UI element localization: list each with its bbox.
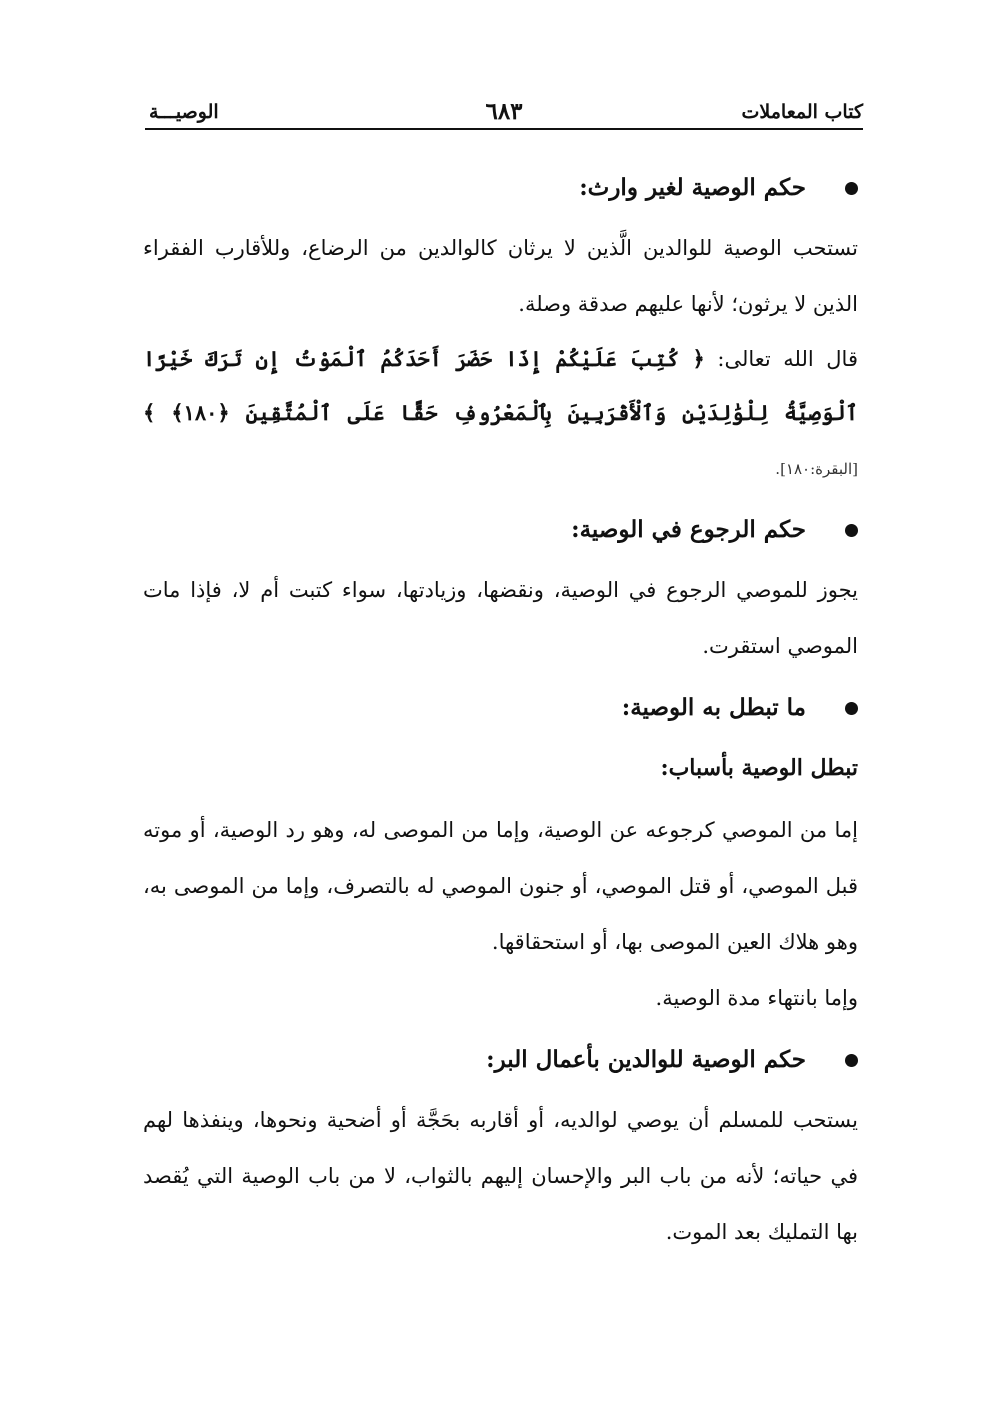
- bullet-icon: [845, 1054, 858, 1067]
- bullet-icon: [845, 182, 858, 195]
- chapter-title: الوصيـــة: [149, 101, 219, 123]
- section-heading: حكم الوصية لغير وارث:: [143, 160, 858, 220]
- section-heading: ما تبطل به الوصية:: [143, 680, 858, 740]
- header-divider: [145, 128, 863, 130]
- section-heading: حكم الرجوع في الوصية:: [143, 502, 858, 562]
- quran-quote: [143, 332, 858, 496]
- page-content: [143, 160, 858, 1260]
- paragraph: وإما بانتهاء مدة الوصية.: [655, 986, 858, 1010]
- subheading: تبطل الوصية بأسباب:: [660, 755, 858, 781]
- bullet-icon: [845, 702, 858, 715]
- section-heading: حكم الوصية للوالدين بأعمال البر:: [143, 1032, 858, 1092]
- bullet-icon: [845, 524, 858, 537]
- quran-intro: قال الله تعالى:: [704, 347, 858, 371]
- paragraph: يجوز للموصي الرجوع في الوصية، ونقضها، وزيادتها، سواء كتبت أم لا، فإذا مات الموصي استقرت.: [143, 578, 858, 658]
- paragraph: إما من الموصي كرجوعه عن الوصية، وإما من الموصى له، وهو رد الوصية، أو موته قبل الموصي، أو قتل الموصي، أو جنون الموصي له بالتصرف، وإما من الموصى به، وهو هلاك العين الموصى بها، أو استحقاقها.: [143, 818, 858, 954]
- quran-verse: ﴿ كُتِبَ عَلَيْكُمْ إِذَا حَضَرَ أَحَدَكُمُ ٱلْمَوْتُ إِن تَرَكَ خَيْرًا ٱلْوَصِيَّةُ لِلْوَٰلِدَيْنِ وَٱلْأَقْرَبِينَ بِٱلْمَعْرُوفِ حَقًّا عَلَى ٱلْمُتَّقِينَ ﴿١٨٠﴾ ﴾: [143, 346, 859, 425]
- verse-reference: [البقرة:١٨٠].: [775, 460, 858, 478]
- book-title: كتاب المعاملات: [741, 101, 863, 123]
- paragraph: تستحب الوصية للوالدين الَّذين لا يرثان كالوالدين من الرضاع، وللأقارب الفقراء الذين لا يرثون؛ لأنها عليهم صدقة وصلة.: [143, 236, 858, 316]
- paragraph: يستحب للمسلم أن يوصي لوالديه، أو أقاربه بحَجَّة أو أضحية ونحوها، وينفذها لهم في حياته؛ لأنه من باب البر والإحسان إليهم بالثواب، لا من باب الوصية التي يُقصد بها التمليك بعد الموت.: [143, 1108, 858, 1244]
- page-number: ٦٨٣: [485, 98, 523, 125]
